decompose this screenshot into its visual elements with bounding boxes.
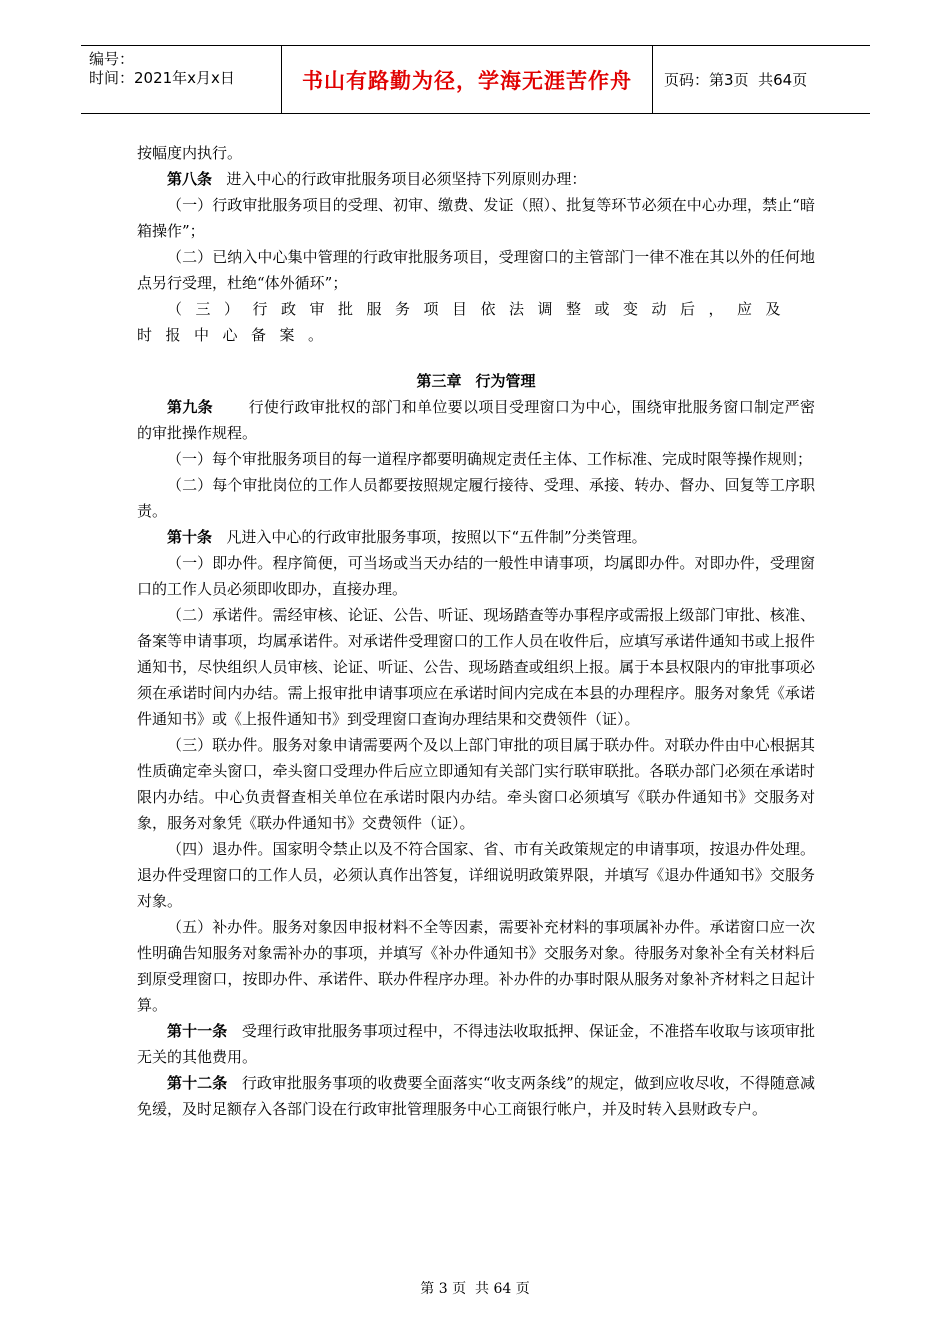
article-8-text: 进入中心的行政审批服务项目必须坚持下列原则办理： [226,170,587,188]
article-10-item-3: （三）联办件。服务对象申请需要两个及以上部门审批的项目属于联办件。对联办件由中心根据其性质确定牵头窗口，牵头窗口受理办件后应立即通知有关部门实行联审联批。各联办部门必须在承诺时限内办结。中心负责督查相关单位在承诺时限内办结。牵头窗口必须填写《联办件通知书》交服务对象，服务对象凭《联办件通知书》交费领件（证）。 [137,736,815,832]
chapter-heading [137,368,815,394]
article-9-title: 第九条 [167,398,213,416]
header-page-prefix: 页码：第 [664,71,725,89]
footer-prefix: 第 [420,1281,435,1297]
article-9-item-2: （二）每个审批岗位的工作人员都要按照规定履行接待、受理、承接、转办、督办、回复等工序职责。 [137,476,815,520]
header-page-total: 64 [773,70,793,89]
article-11 [137,1018,815,1070]
document-time-label: 时间：2021年x月x日 [89,69,235,87]
chapter-title: 行为管理 [475,372,536,390]
footer-middle: 页 共 [452,1281,489,1297]
article-8-item-1: （一）行政审批服务项目的受理、初审、缴费、发证（照）、批复等环节必须在中心办理，禁止“暗箱操作”； [137,196,815,240]
article-10-item-5: （五）补办件。服务对象因申报材料不全等因素，需要补充材料的事项属补办件。承诺窗口应一次性明确告知服务对象需补办的事项，并填写《补办件通知书》交服务对象。待服务对象补全有关材料后到原受理窗口，按即办件、承诺件、联办件程序办理。补办件的办事时限从服务对象补齐材料之日起计算。 [137,918,815,1014]
article-10-text: 凡进入中心的行政审批服务事项，按照以下“五件制”分类管理。 [226,528,647,546]
article-8-item-2: （二）已纳入中心集中管理的行政审批服务项目，受理窗口的主管部门一律不准在其以外的任何地点另行受理，杜绝“体外循环”； [137,248,815,292]
page-header [81,45,870,114]
document-body [137,140,815,1122]
page-footer [0,1278,950,1298]
header-page-current: 3 [724,70,734,89]
article-9 [137,394,815,446]
footer-suffix: 页 [515,1281,530,1297]
header-page-info [653,46,870,113]
article-8-item-3: （三）行政审批服务项目依法调整或变动后，应及时报中心备案。 [137,300,795,344]
article-10-item-4: （四）退办件。国家明令禁止以及不符合国家、省、市有关政策规定的申请事项，按退办件处理。退办件受理窗口的工作人员，必须认真作出答复，详细说明政策界限，并填写《退办件通知书》交服务对象。 [137,840,815,910]
article-12 [137,1070,815,1122]
article-12-text: 行政审批服务事项的收费要全面落实“收支两条线”的规定，做到应收尽收，不得随意减免缓，及时足额存入各部门设在行政审批管理服务中心工商银行帐户，并及时转入县财政专户。 [137,1074,815,1118]
document-number-label: 编号： [89,50,135,68]
header-page-middle: 页 共 [733,71,774,89]
header-slogan: 书山有路勤为径，学海无涯苦作舟 [282,46,653,113]
footer-total-pages: 64 [493,1281,512,1297]
article-10 [137,524,815,550]
article-12-title: 第十二条 [167,1074,228,1092]
footer-current-page: 3 [438,1281,448,1297]
header-meta [81,46,282,113]
article-11-title: 第十一条 [167,1022,228,1040]
paragraph: 按幅度内执行。 [137,144,243,162]
chapter-number: 第三章 [416,372,462,390]
article-10-item-1: （一）即办件。程序简便，可当场或当天办结的一般性申请事项，均属即办件。对即办件，受理窗口的工作人员必须即收即办，直接办理。 [137,554,815,598]
header-page-suffix: 页 [792,71,808,89]
article-8-title: 第八条 [167,170,213,188]
article-9-text: 行使行政审批权的部门和单位要以项目受理窗口为中心，围绕审批服务窗口制定严密的审批操作规程。 [137,398,815,442]
article-8 [137,166,815,192]
article-11-text: 受理行政审批服务事项过程中，不得违法收取抵押、保证金，不准搭车收取与该项审批无关的其他费用。 [137,1022,815,1066]
article-10-title: 第十条 [167,528,213,546]
article-10-item-2: （二）承诺件。需经审核、论证、公告、听证、现场踏查等办事程序或需报上级部门审批、核准、备案等申请事项，均属承诺件。对承诺件受理窗口的工作人员在收件后，应填写承诺件通知书或上报件通知书，尽快组织人员审核、论证、听证、公告、现场踏查或组织上报。属于本县权限内的审批事项必须在承诺时间内办结。需上报审批申请事项应在承诺时间内完成在本县的办理程序。服务对象凭《承诺件通知书》或《上报件通知书》到受理窗口查询办理结果和交费领件（证）。 [137,606,815,728]
article-9-item-1: （一）每个审批服务项目的每一道程序都要明确规定责任主体、工作标准、完成时限等操作规则； [167,450,813,468]
